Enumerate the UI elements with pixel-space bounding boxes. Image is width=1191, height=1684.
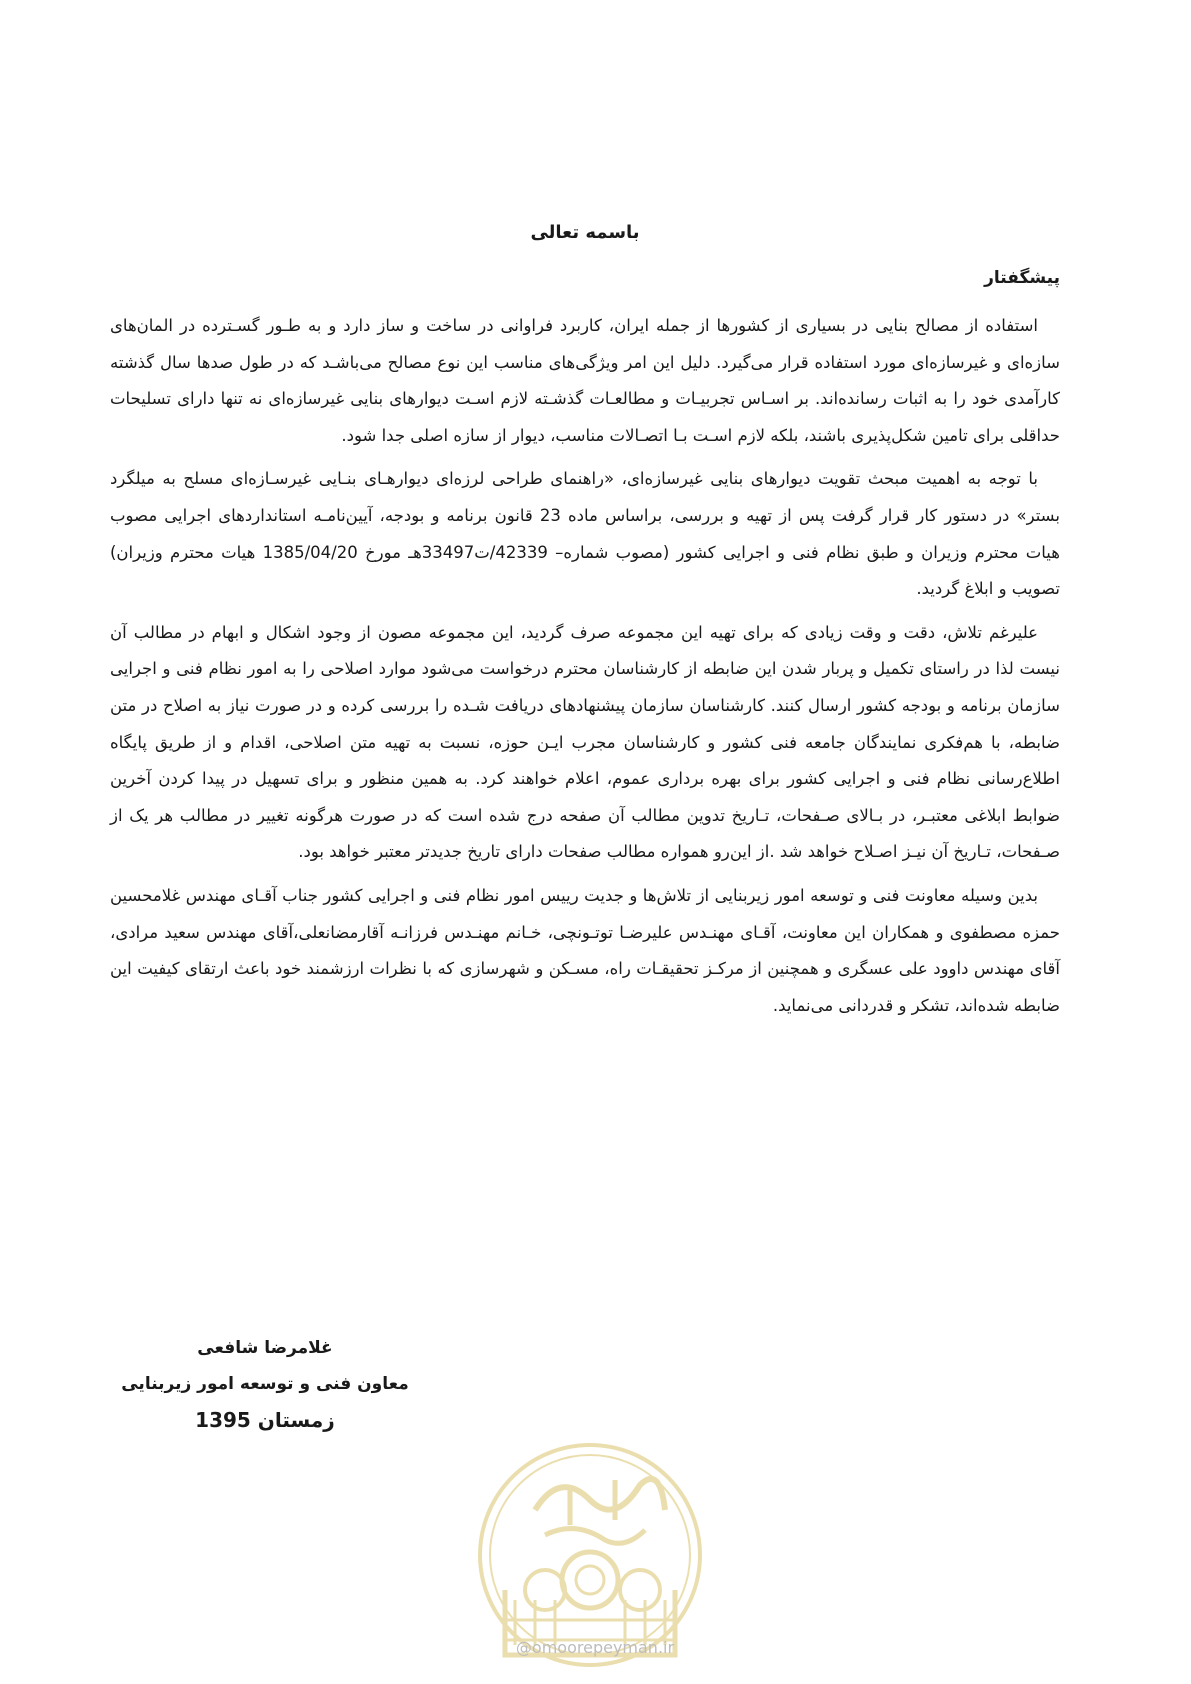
document-page	[110, 0, 1060, 1684]
signature-block	[110, 1330, 420, 1438]
paragraph: استفاده از مصالح بنایی در بسیاری از کشورها از جمله ایران، کاربرد فراوانی در ساخت و ساز دارد و به طـور گسـترده در المان‌های سازه‌ای و غیرسازه‌ای مورد استفاده قرار می‌گیرد. دلیل این امر ویژگی‌های مناسب این نوع مصالح می‌باشـد که در طول صدها سال گذشته کارآمدی خود را به اثبات رسانده‌اند. بر اسـاس تجربیـات و مطالعـات گذشـته لازم اسـت دیوارهای بنایی غیرسازه‌ای نه تنها دارای تسلیحات حداقلی برای تامین شکل‌پذیری باشند، بلکه لازم اسـت بـا اتصـالات مناسب، دیوار از سازه اصلی جدا شود.	[110, 316, 1060, 445]
signature-date: زمستان 1395	[195, 1408, 335, 1432]
preface-body	[110, 308, 1060, 1031]
watermark-seal-icon	[475, 1440, 705, 1670]
signer-title: معاون فنی و توسعه امور زیربنایی	[121, 1374, 409, 1394]
page-heading: باسمه تعالی	[530, 222, 640, 243]
paragraph: علیرغم تلاش، دقت و وقت زیادی که برای تهیه این مجموعه صرف گردید، این مجموعه مصون از وجود اشکال و ابهام در مطالب آن نیست لذا در راستای تکمیل و پربار شدن این ضابطه از کارشناسان محترم درخواست می‌شود موارد اصلاحی را به امور نظام فنی و اجرایی سازمان برنامه و بودجه کشور ارسال کنند. کارشناسان سازمان پیشنهادهای دریافت شـده را بررسی کرده و در صورت نیاز به اصلاح در متن ضابطه، با هم‌فکری نمایندگان جامعه فنی کشور و کارشناسان مجرب ایـن حوزه، نسبت به تهیه متن اصلاحی، اقدام و از طریق پایگاه اطلاع‌رسانی نظام فنی و اجرایی کشور برای بهره برداری عموم، اعلام خواهند کرد. به همین منظور و برای تسهیل در پیدا کردن آخرین ضوابط ابلاغی معتبـر، در بـالای صـفحات، تـاریخ تدوین مطالب آن صفحه درج شده است که در صورت هرگونه تغییر در مطالب هر یک از صـفحات، تـاریخ آن نیـز اصـلاح خواهد شد .از این‌رو همواره مطالب صفحات دارای تاریخ جدیدتر معتبر خواهد بود.	[110, 622, 1060, 862]
paragraph: بدین وسیله معاونت فنی و توسعه امور زیربنایی از تلاش‌ها و جدیت رییس امور نظام فنی و اجرایی کشور جناب آقـای مهندس غلامحسین حمزه مصطفوی و همکاران این معاونت، آقـای مهنـدس علیرضـا توتـونچی، خـانم مهنـدس فرزانـه آقارمضانعلی،آقای مهندس سعید مرادی، آقای مهندس داوود علی عسگری و همچنین از مرکـز تحقیقـات راه، مسـکن و شهرسازی که با نظرات ارزشمند خود باعث ارتقای کیفیت این ضابطه شده‌اند، تشکر و قدردانی می‌نماید.	[110, 885, 1060, 1015]
section-title: پیشگفتار	[984, 268, 1060, 288]
watermark-url: @omoorepeyman.ir	[515, 1638, 675, 1657]
signer-name: غلامرضا شافعی	[197, 1338, 333, 1358]
paragraph: با توجه به اهمیت مبحث تقویت دیوارهای بنایی غیرسازه‌ای، «راهنمای طراحی لرزه‌ای دیوارهـای بنـایی غیرسـازه‌ای مسلح به میلگرد بستر» در دستور کار قرار گرفت پس از تهیه و بررسی، براساس ماده 23 قانون برنامه و بودجه، آیین‌نامـه استانداردهای اجرایی مصوب هیات محترم وزیران و طبق نظام فنی و اجرایی کشور (مصوب شماره– 42339/ت33497هـ مورخ 1385/04/20 هیات محترم وزیران) تصویب و ابلاغ گردید.	[110, 469, 1060, 599]
